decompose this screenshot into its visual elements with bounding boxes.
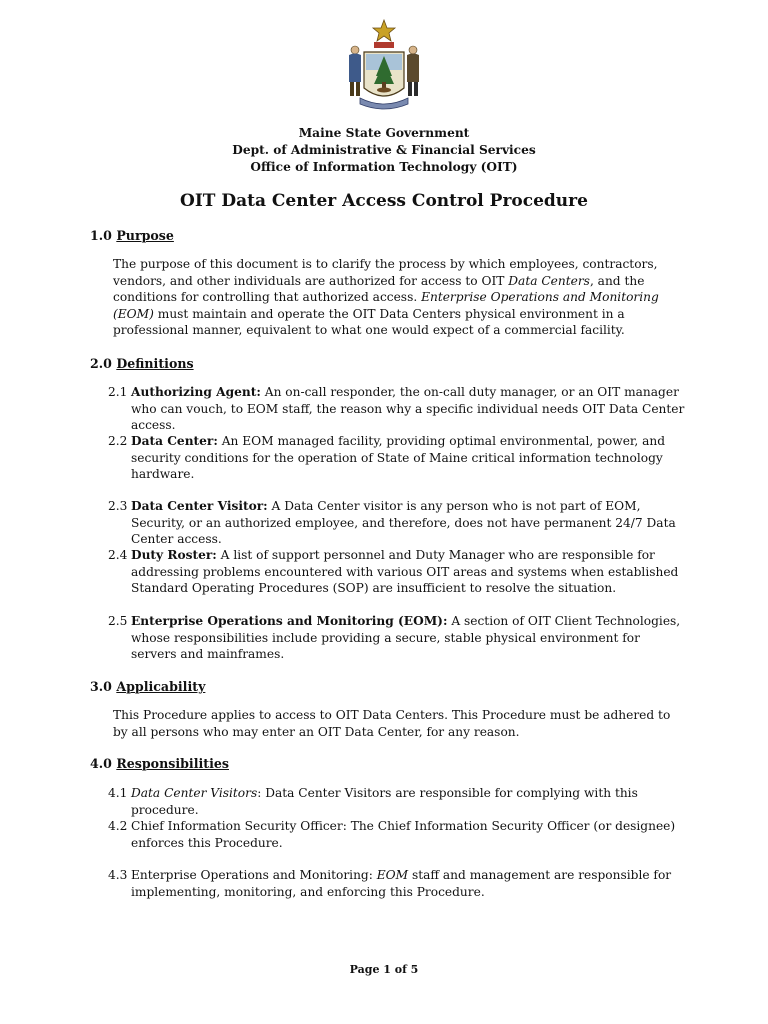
- section-heading-purpose: [90, 228, 174, 245]
- item-number: 2.1: [108, 385, 128, 399]
- purpose-paragraph: [113, 256, 683, 339]
- document-title: OIT Data Center Access Control Procedure: [180, 191, 588, 211]
- definition-text: An on-call responder, the on-call duty manager, or an OIT manager who can vouch, to EOM staff, the reason why a specific individual needs OIT Data Center access.: [131, 385, 685, 433]
- definition-item: [108, 498, 688, 548]
- responsibility-item: [108, 785, 688, 818]
- definition-item: [108, 613, 688, 663]
- item-number: 2.5: [108, 614, 128, 628]
- responsibility-italic-term: EOM: [376, 868, 409, 882]
- responsibility-item: [108, 867, 688, 900]
- definition-term: Data Center:: [131, 434, 218, 448]
- header-line-office: [0, 159, 768, 176]
- section-number: 4.0: [90, 756, 112, 771]
- definition-item: [108, 547, 688, 597]
- responsibility-text: Chief Information Security Officer: The Chief Information Security Officer (or designee) enforces this Procedure.: [131, 819, 676, 850]
- header-line-government: Maine State Government: [298, 126, 470, 140]
- section-heading-applicability: [90, 679, 205, 696]
- definition-item: [108, 384, 688, 434]
- section-number: 1.0: [90, 228, 112, 243]
- definition-item: [108, 433, 688, 483]
- definition-text: A list of support personnel and Duty Manager who are responsible for addressing problems encountered with various OIT areas and systems when established Standard Operating Procedures (SOP) are insufficient to resolve the situation.: [131, 548, 679, 596]
- definition-text: A Data Center visitor is any person who is not part of EOM, Security, or an authorized employee, and therefore, does not have permanent 24/7 Data Center access.: [131, 499, 676, 547]
- header-line-department: Dept. of Administrative & Financial Services: [232, 143, 536, 157]
- responsibility-role: Enterprise Operations and Monitoring:: [131, 868, 377, 882]
- section-title: Definitions: [116, 356, 194, 371]
- definition-text: An EOM managed facility, providing optimal environmental, power, and security conditions for the operation of State of Maine critical information technology hardware.: [131, 434, 666, 482]
- item-number: 2.4: [108, 548, 128, 562]
- purpose-text: , and the conditions for controlling that authorized access.: [113, 273, 645, 305]
- item-number: 4.1: [108, 786, 128, 800]
- section-number: 2.0: [90, 356, 112, 371]
- purpose-italic-term: Data Centers: [508, 273, 590, 288]
- maine-state-seal-icon: [340, 18, 428, 114]
- purpose-text: must maintain and operate the OIT Data Centers physical environment in a professional manner, equivalent to what one would expect of a commercial facility.: [113, 306, 625, 338]
- item-number: 2.3: [108, 499, 128, 513]
- item-number: 4.2: [108, 819, 128, 833]
- definition-term: Data Center Visitor:: [131, 499, 268, 513]
- page-number: Page 1 of 5: [349, 963, 419, 976]
- section-title: Applicability: [116, 679, 206, 694]
- section-title: Responsibilities: [116, 756, 229, 771]
- item-number: 2.2: [108, 434, 128, 448]
- purpose-text: The purpose of this document is to clarify the process by which employees, contractors, vendors, and other individuals are authorized for access to OIT: [113, 257, 658, 288]
- section-heading-responsibilities: [90, 756, 229, 773]
- definition-term: Enterprise Operations and Monitoring (EOM):: [131, 614, 448, 628]
- section-number: 3.0: [90, 679, 112, 694]
- responsibility-text: staff and management are responsible for implementing, monitoring, and enforcing this Procedure.: [131, 868, 672, 899]
- responsibility-text: : Data Center Visitors are responsible for complying with this procedure.: [131, 786, 638, 817]
- definition-text: A section of OIT Client Technologies, whose responsibilities include providing a secure, stable physical environment for servers and mainframes.: [131, 614, 681, 662]
- definition-term: Authorizing Agent:: [131, 385, 261, 399]
- responsibility-item: [108, 818, 688, 851]
- purpose-italic-term: Enterprise Operations and Monitoring (EOM): [113, 290, 659, 321]
- section-title: Purpose: [116, 228, 174, 243]
- definition-term: Duty Roster:: [131, 548, 217, 562]
- item-number: 4.3: [108, 868, 128, 882]
- section-heading-definitions: [90, 356, 194, 373]
- header-office-abbr: (OIT): [480, 160, 518, 174]
- applicability-paragraph: This Procedure applies to access to OIT Data Centers. This Procedure must be adhered to by all persons who may enter an OIT Data Center, for any reason.: [113, 708, 671, 739]
- responsibility-role: Data Center Visitors: [131, 786, 258, 800]
- document-header: [0, 125, 768, 176]
- header-office-name: Office of Information Technology: [250, 160, 481, 174]
